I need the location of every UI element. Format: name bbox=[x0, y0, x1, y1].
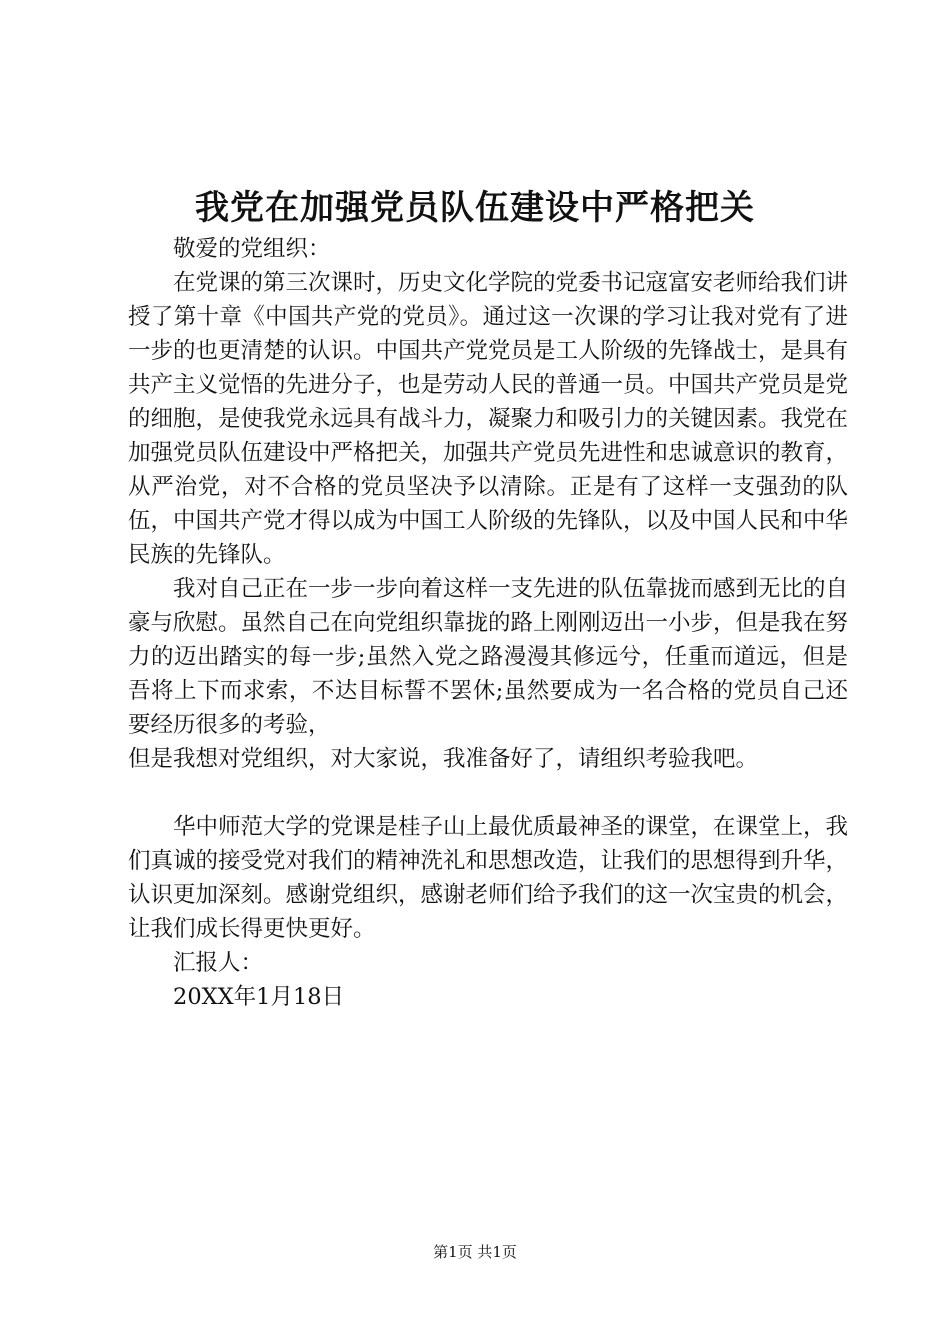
paragraph-3: 华中师范大学的党课是桂子山上最优质最神圣的课堂，在课堂上，我们真诚的接受党对我们的精神洗礼和思想改造，让我们的思想得到升华，认识更加深刻。感谢党组织，感谢老师们给予我们的这一次宝贵的机会，让我们成长得更快更好。 bbox=[128, 814, 849, 942]
signature-label: 汇报人： bbox=[173, 950, 264, 976]
paragraph-gap bbox=[128, 776, 848, 810]
document-body bbox=[128, 232, 848, 1014]
paragraph-2-closing-line: 但是我想对党组织，对大家说，我准备好了，请组织考验我吧。 bbox=[128, 746, 759, 772]
salutation: 敬爱的党组织： bbox=[173, 236, 331, 262]
paragraph-2: 我对自己正在一步一步向着这样一支先进的队伍靠拢而感到无比的自豪与欣慰。虽然自己在向党组织靠拢的路上刚刚迈出一小步，但是我在努力的迈出踏实的每一步;虽然入党之路漫漫其修远兮，任重而道远，但是吾将上下而求索，不达目标誓不罢休;虽然要成为一名合格的党员自己还要经历很多的考验， bbox=[128, 576, 849, 738]
document-title: 我党在加强党员队伍建设中严格把关 bbox=[195, 188, 755, 228]
paragraph-1: 在党课的第三次课时，历史文化学院的党委书记寇富安老师给我们讲授了第十章《中国共产党的党员》。通过这一次课的学习让我对党有了进一步的也更清楚的认识。中国共产党党员是工人阶级的先锋战士，是具有共产主义觉悟的先进分子，也是劳动人民的普通一员。中国共产党员是党的细胞，是使我党永远具有战斗力，凝聚力和吸引力的关键因素。我党在加强党员队伍建设中严格把关，加强共产党员先进性和忠诚意识的教育，从严治党，对不合格的党员坚决予以清除。正是有了这样一支强劲的队伍，中国共产党才得以成为中国工人阶级的先锋队，以及中国人民和中华民族的先锋队。 bbox=[128, 270, 849, 568]
report-date: 20XX年1月18日 bbox=[173, 984, 345, 1010]
page-footer: 第1页 共1页 bbox=[433, 1243, 517, 1261]
